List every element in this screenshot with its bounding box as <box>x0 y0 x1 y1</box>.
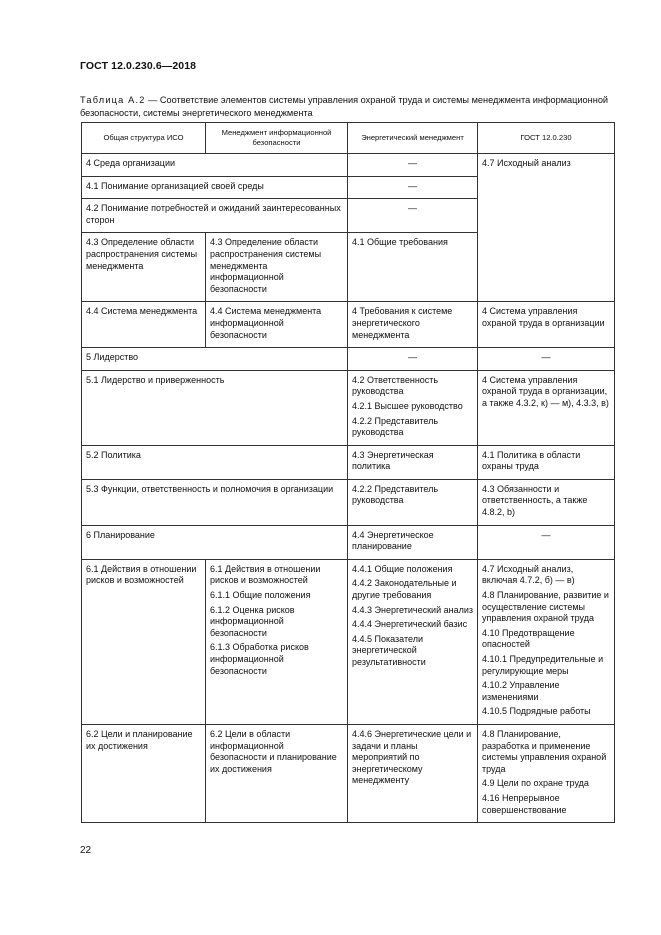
row11-infosec-p3: 6.1.2 Оценка рисков информационной безопасности <box>210 604 295 638</box>
row11-gost-p2: 4.8 Планирование, развитие и осуществление системы управления охраной труда <box>482 590 609 624</box>
row11-energy-p5: 4.4.5 Показатели энергетической результативности <box>352 633 426 667</box>
row7-energy-p1: 4.2 Ответственность руководства <box>352 374 439 397</box>
row12-gost-p1: 4.8 Планирование, разработка и применение системы управления охраной труда <box>482 728 607 774</box>
document-header: ГОСТ 12.0.230.6—2018 <box>80 60 197 72</box>
row11-energy-p1: 4.4.1 Общие положения <box>352 563 453 574</box>
row12-infosec: 6.2 Цели в области информационной безопасности и планирование их достижения <box>206 724 348 822</box>
row11-gost-p1: 4.7 Исходный анализ, включая 4.7.2, б) — в) <box>482 563 575 586</box>
table-caption <box>80 94 610 120</box>
mapping-table <box>81 122 615 823</box>
row11-energy <box>348 559 478 724</box>
row12-gost-p3: 4.16 Непрерывное совершенствование <box>482 792 567 815</box>
row2-iso: 4.1 Понимание организацией своей среды <box>82 176 348 199</box>
row12-iso: 6.2 Цели и планирование их достижения <box>82 724 206 822</box>
row3-iso: 4.2 Понимание потребностей и ожиданий заинтересованных сторон <box>82 199 348 233</box>
row7-iso: 5.1 Лидерство и приверженность <box>82 370 348 445</box>
table-row <box>82 302 615 348</box>
row4-energy: 4.1 Общие требования <box>348 233 478 302</box>
row11-energy-p4: 4.4.4 Энергетический базис <box>352 619 468 630</box>
row10-iso: 6 Планирование <box>82 525 348 559</box>
row11-gost-p4: 4.10.1 Предупредительные и регулирующие меры <box>482 654 604 676</box>
table-label: Таблица А.2 <box>80 95 146 105</box>
header-infosec: Менеджмент информационной безопасности <box>206 123 348 154</box>
header-gost: ГОСТ 12.0.230 <box>478 123 615 154</box>
row5-gost: 4 Система управления охраной труда в организации <box>478 302 615 348</box>
table-header-row <box>82 123 615 154</box>
table-row <box>82 370 615 445</box>
row10-gost: — <box>478 525 615 559</box>
row9-energy: 4.2.2 Представитель руководства <box>348 479 478 525</box>
row4-iso: 4.3 Определение области распространения системы менеджмента <box>82 233 206 302</box>
row11-infosec-p1: 6.1 Действия в отношении рисков и возможностей <box>210 563 321 586</box>
table-row <box>82 559 615 724</box>
row11-gost-p5: 4.10.2 Управление изменениями <box>482 680 560 702</box>
row5-energy: 4 Требования к системе энергетического менеджмента <box>348 302 478 348</box>
header-energy: Энергетический менеджмент <box>348 123 478 154</box>
row7-energy-p3: 4.2.2 Представитель руководства <box>352 415 439 438</box>
row11-infosec-p2: 6.1.1 Общие положения <box>210 590 311 601</box>
row9-gost: 4.3 Обязанности и ответственность, а также 4.8.2, b) <box>478 479 615 525</box>
row12-gost <box>478 724 615 822</box>
row11-gost <box>478 559 615 724</box>
table-row <box>82 154 615 177</box>
table-row <box>82 525 615 559</box>
row12-gost-p2: 4.9 Цели по охране труда <box>482 778 589 789</box>
row1-iso: 4 Среда организации <box>82 154 348 177</box>
row11-gost-p3: 4.10 Предотвращение опасностей <box>482 627 575 650</box>
row10-energy: 4.4 Энергетическое планирование <box>348 525 478 559</box>
row1-gost: 4.7 Исходный анализ <box>478 154 615 302</box>
row8-energy: 4.3 Энергетическая политика <box>348 445 478 479</box>
page-number: 22 <box>80 845 92 856</box>
row6-energy: — <box>348 348 478 371</box>
row1-energy: — <box>348 154 478 177</box>
row7-gost: 4 Система управления охраной труда в организации, а также 4.3.2, к) — м), 4.3.3, в) <box>478 370 615 445</box>
row7-energy-p2: 4.2.1 Высшее руководство <box>352 400 463 411</box>
row11-energy-p2: 4.4.2 Законодательные и другие требования <box>352 578 457 601</box>
row3-energy: — <box>348 199 478 233</box>
row9-iso: 5.3 Функции, ответственность и полномочия в организации <box>82 479 348 525</box>
table-row <box>82 479 615 525</box>
row7-energy <box>348 370 478 445</box>
header-iso-structure: Общая структура ИСО <box>82 123 206 154</box>
row2-energy: — <box>348 176 478 199</box>
row8-iso: 5.2 Политика <box>82 445 348 479</box>
row12-energy: 4.4.6 Энергетические цели и задачи и планы мероприятий по энергетическому менеджменту <box>348 724 478 822</box>
row8-gost: 4.1 Политика в области охраны труда <box>478 445 615 479</box>
row5-iso: 4.4 Система менеджмента <box>82 302 206 348</box>
row11-gost-p6: 4.10.5 Подрядные работы <box>482 706 591 717</box>
row11-iso: 6.1 Действия в отношении рисков и возможностей <box>82 559 206 724</box>
row11-infosec <box>206 559 348 724</box>
table-caption-text: — Соответствие элементов системы управления охраной труда и системы менеджмента информационной безопасности, системы энергетического менеджмента <box>80 95 609 118</box>
row6-gost: — <box>478 348 615 371</box>
table-row <box>82 445 615 479</box>
row4-infosec: 4.3 Определение области распространения системы менеджмента информационной безопасности <box>206 233 348 302</box>
table-row <box>82 724 615 822</box>
row11-energy-p3: 4.4.3 Энергетический анализ <box>352 604 473 615</box>
table-row <box>82 348 615 371</box>
row11-infosec-p4: 6.1.3 Обработка рисков информационной безопасности <box>210 642 309 676</box>
row5-infosec: 4.4 Система менеджмента информационной безопасности <box>206 302 348 348</box>
row6-iso: 5 Лидерство <box>82 348 348 371</box>
